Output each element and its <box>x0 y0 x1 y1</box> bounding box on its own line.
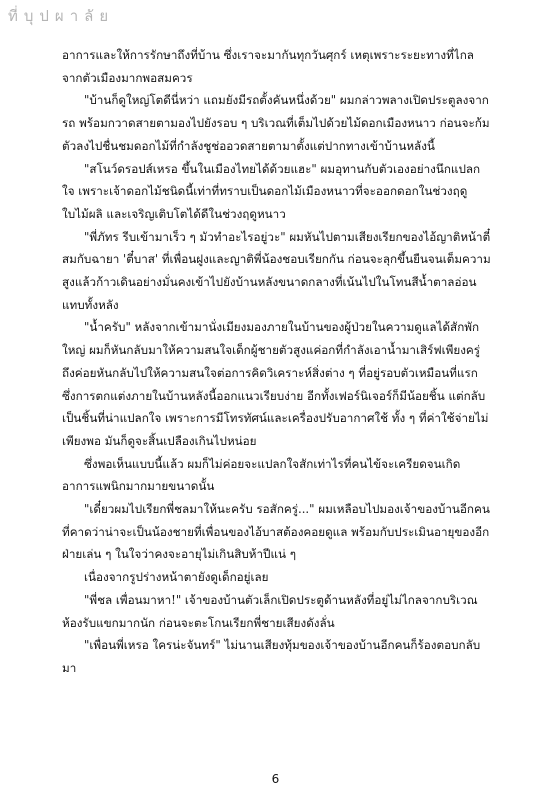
page-number: 6 <box>271 772 280 786</box>
paragraph: อาการและให้การรักษาถึงที่บ้าน ซึ่งเราจะมากันทุกวันศุกร์ เหตุเพราะระยะทางที่ไกลจากตัวเมืองมากพอสมควร <box>62 48 474 85</box>
paragraph: ซึ่งพอเห็นแบบนี้แล้ว ผมก็ไม่ค่อยจะแปลกใจสักเท่าไรที่คนไข้จะเครียดจนเกิดอาการแพนิกมากมายขนาดนั้น <box>62 456 461 494</box>
paragraph: เนื่องจากรูปร่างหน้าตายังดูเด็กอยู่เลย <box>84 570 269 585</box>
paragraph: "พี่ภัทร รีบเข้ามาเร็ว ๆ มัวทำอะไรอยู่วะ" ผมหันไปตามเสียงเรียกของไอ้ญาติหน้าตี๋สมกับฉายา 'ตี๋บาส' ที่เพื่อนฝูงและญาติพี่น้องชอบเรียกกัน ก่อนจะลุกขึ้นยืนจนเต็มความสูงแล้วก้าวเดินอย่างมั่นคงเข้าไปยังบ้านหลังขนาดกลางที่เน้นไปในโทนสีน้ำตาลอ่อนแทบทั้งหลัง <box>62 229 491 312</box>
paragraph: "เดี๋ยวผมไปเรียกพี่ชลมาให้นะครับ รอสักครู่..." ผมเหลือบไปมองเจ้าของบ้านอีกคนที่คาดว่าน่าจะเป็นน้องชายที่เพื่อนของไอ้บาสต้องคอยดูแล พร้อมกับประเมินอายุของอีกฝ่ายเล่น ๆ ในใจว่าคงจะอายุไม่เกินสิบห้าปีแน่ ๆ <box>62 502 490 562</box>
paragraph: "เพื่อนพี่เหรอ ใครน่ะจันทร์" ไม่นานเสียงทุ้มของเจ้าของบ้านอีกคนก็ร้องตอบกลับมา <box>62 638 481 675</box>
paragraph: "บ้านก็ดูใหญ่โตดีนี่หว่า แถมยังมีรถตั้งคันหนึ่งด้วย" ผมกล่าวพลางเปิดประตูลงจากรถ พร้อมกวาดสายตามองไปยังรอบ ๆ บริเวณที่เต็มไปด้วยไม้ดอกเมืองหนาว ก่อนจะก้มตัวลงไปชื่นชมดอกไม้ที่กำลังชูช่ออวดสายตามาตั้งแต่ปากทางเข้าบ้านหลังนี้ <box>62 93 490 153</box>
paragraph: "สโนว์ดรอปส์เหรอ ขึ้นในเมืองไทยได้ด้วยแฮะ" ผมอุทานกับตัวเองอย่างนึกแปลกใจ เพราะเจ้าดอกไม้ชนิดนี้เท่าที่ทราบเป็นดอกไม้เมืองหนาวที่จะออกดอกในช่วงฤดูใบไม้ผลิ และเจริญเติบโตได้ดีในช่วงฤดูหนาว <box>62 161 481 221</box>
paragraph: "น้ำครับ" หลังจากเข้ามานั่งเมียงมองภายในบ้านของผู้ป่วยในความดูแลได้สักพักใหญ่ ผมก็หันกลับมาให้ความสนใจเด็กผู้ชายตัวสูงแค่อกที่กำลังเอาน้ำมาเสิร์ฟเพียงครู่ ถึงค่อยหันกลับไปให้ความสนใจต่อการคิดวิเคราะห์สิ่งต่าง ๆ ที่อยู่รอบตัวเหมือนที่แรก ซึ่งการตกแต่งภายในบ้านหลังนี้ออกแนวเรียบง่าย อีกทั้งเฟอร์นิเจอร์ก็มีน้อยชิ้น แต่กลับเป็นชิ้นที่น่าแปลกใจ เพราะการมีโทรทัศน์และเครื่องปรับอากาศใช้ ทั้ง ๆ ที่ค่าใช้จ่ายไม่เพียงพอ มันก็ดูจะสิ้นเปลืองเกินไปหน่อย <box>62 320 489 448</box>
page-body <box>62 44 492 680</box>
running-header: ที่บุปผาลัย <box>8 7 115 25</box>
paragraph: "พี่ชล เพื่อนมาหา!" เจ้าของบ้านตัวเล็กเปิดประตูด้านหลังที่อยู่ไม่ไกลจากบริเวณห้องรับแขกมากนัก ก่อนจะตะโกนเรียกพี่ชายเสียงดังลั่น <box>62 592 478 630</box>
